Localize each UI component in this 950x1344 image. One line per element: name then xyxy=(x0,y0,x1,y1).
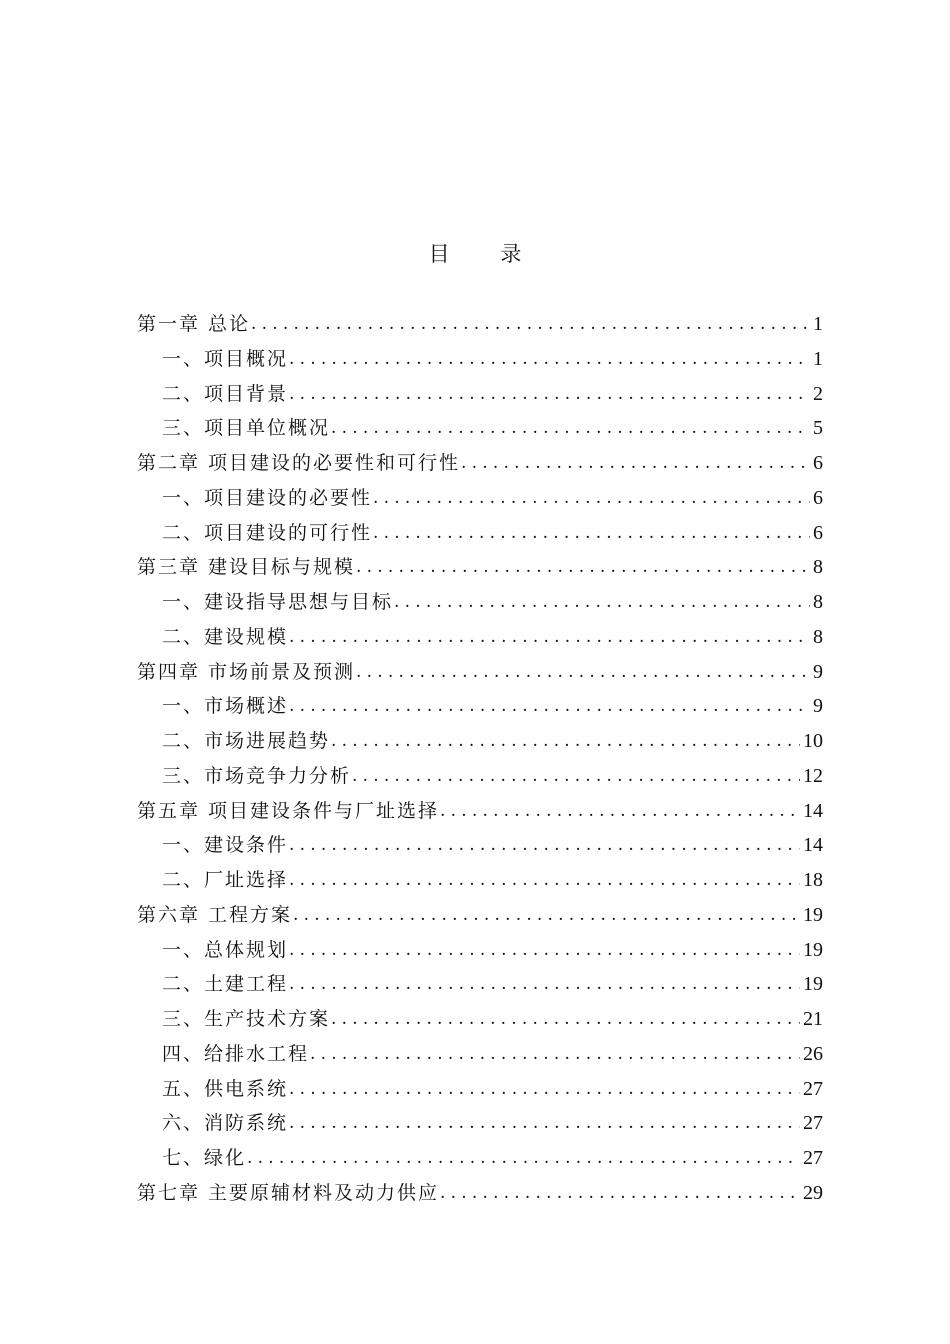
toc-entry-title: 四、给排水工程 xyxy=(162,1042,310,1065)
toc-page-number: 8 xyxy=(813,625,823,648)
toc-entry-title: 二、土建工程 xyxy=(162,973,289,996)
toc-section-entry[interactable] xyxy=(137,967,823,1002)
toc-entry-title: 二、建设规模 xyxy=(162,625,289,648)
toc-chapter-entry[interactable] xyxy=(137,898,823,933)
toc-dot-leader xyxy=(289,828,800,863)
toc-entry-title: 二、项目背景 xyxy=(162,382,289,405)
toc-page-number: 8 xyxy=(813,591,823,613)
toc-page-number: 19 xyxy=(803,903,823,926)
toc-entry-title: 第五章 项目建设条件与厂址选择 xyxy=(137,799,440,822)
toc-dot-leader xyxy=(289,689,810,724)
toc-chapter-entry[interactable] xyxy=(137,550,823,585)
toc-page-number: 10 xyxy=(803,730,823,752)
toc-dot-leader xyxy=(352,759,800,794)
toc-dot-leader xyxy=(331,411,810,446)
toc-dot-leader xyxy=(289,620,810,655)
toc-page-number: 1 xyxy=(813,347,823,370)
toc-section-entry[interactable] xyxy=(137,1037,823,1072)
toc-dot-leader xyxy=(293,898,800,933)
toc-dot-leader xyxy=(373,516,810,551)
toc-section-entry[interactable] xyxy=(137,411,823,446)
toc-section-entry[interactable] xyxy=(137,689,823,724)
toc-entry-title: 一、建设条件 xyxy=(162,834,289,857)
toc-page-number: 19 xyxy=(803,973,823,996)
toc-page-number: 26 xyxy=(803,1042,823,1065)
toc-page-number: 6 xyxy=(813,486,823,509)
toc-dot-leader xyxy=(251,307,810,342)
toc-entry-title: 一、项目概况 xyxy=(162,347,289,370)
toc-entry-title: 七、绿化 xyxy=(162,1147,247,1169)
toc-page-number: 18 xyxy=(803,869,823,891)
toc-entry-title: 第三章 建设目标与规模 xyxy=(137,556,356,579)
toc-entry-title: 第七章 主要原辅材料及动力供应 xyxy=(137,1181,440,1204)
toc-section-entry[interactable] xyxy=(137,516,823,551)
toc-dot-leader xyxy=(289,1106,800,1141)
toc-page-number: 21 xyxy=(803,1008,823,1030)
toc-chapter-entry[interactable] xyxy=(137,794,823,829)
toc-dot-leader xyxy=(289,377,810,412)
toc-page-number: 8 xyxy=(813,556,823,579)
toc-dot-leader xyxy=(289,863,800,898)
toc-dot-leader xyxy=(289,342,810,377)
toc-entry-title: 三、项目单位概况 xyxy=(162,417,331,440)
toc-page-number: 5 xyxy=(813,417,823,440)
toc-page-number: 29 xyxy=(803,1181,823,1204)
toc-page-number: 27 xyxy=(803,1112,823,1135)
toc-section-entry[interactable] xyxy=(137,759,823,794)
toc-entry-title: 第六章 工程方案 xyxy=(137,903,293,926)
toc-page-number: 9 xyxy=(813,695,823,718)
toc-dot-leader xyxy=(289,967,800,1002)
toc-dot-leader xyxy=(461,446,810,481)
toc-entry-title: 六、消防系统 xyxy=(162,1112,289,1135)
toc-page-number: 14 xyxy=(803,834,823,857)
toc-entry-title: 一、建设指导思想与目标 xyxy=(162,591,394,613)
toc-section-entry[interactable] xyxy=(137,377,823,412)
toc-page-number: 27 xyxy=(803,1147,823,1169)
toc-dot-leader xyxy=(440,1176,800,1211)
toc-entry-title: 五、供电系统 xyxy=(162,1077,289,1100)
toc-section-entry[interactable] xyxy=(137,585,823,620)
toc-section-entry[interactable] xyxy=(137,342,823,377)
toc-chapter-entry[interactable] xyxy=(137,1176,823,1211)
toc-section-entry[interactable] xyxy=(137,1002,823,1037)
toc-page-number: 19 xyxy=(803,938,823,961)
table-of-contents xyxy=(137,307,823,1211)
toc-page-number: 6 xyxy=(813,521,823,544)
toc-dot-leader xyxy=(331,724,800,759)
toc-entry-title: 二、市场进展趋势 xyxy=(162,730,331,752)
toc-section-entry[interactable] xyxy=(137,481,823,516)
toc-entry-title: 一、市场概述 xyxy=(162,695,289,718)
toc-page-number: 9 xyxy=(813,660,823,683)
toc-dot-leader xyxy=(356,655,810,690)
toc-dot-leader xyxy=(440,794,800,829)
toc-entry-title: 三、市场竞争力分析 xyxy=(162,764,352,787)
toc-section-entry[interactable] xyxy=(137,1106,823,1141)
toc-entry-title: 三、生产技术方案 xyxy=(162,1008,331,1030)
toc-chapter-entry[interactable] xyxy=(137,307,823,342)
toc-entry-title: 第四章 市场前景及预测 xyxy=(137,660,356,683)
toc-page-number: 14 xyxy=(803,799,823,822)
toc-section-entry[interactable] xyxy=(137,863,823,898)
toc-page-number: 1 xyxy=(813,313,823,335)
toc-dot-leader xyxy=(247,1141,800,1176)
toc-dot-leader xyxy=(394,585,810,620)
toc-section-entry[interactable] xyxy=(137,933,823,968)
toc-section-entry[interactable] xyxy=(137,724,823,759)
toc-entry-title: 二、项目建设的可行性 xyxy=(162,521,373,544)
toc-dot-leader xyxy=(289,1072,800,1107)
toc-entry-title: 一、项目建设的必要性 xyxy=(162,486,373,509)
toc-dot-leader xyxy=(356,550,810,585)
toc-entry-title: 第一章 总论 xyxy=(137,313,251,335)
toc-dot-leader xyxy=(373,481,810,516)
toc-chapter-entry[interactable] xyxy=(137,446,823,481)
toc-entry-title: 二、厂址选择 xyxy=(162,869,289,891)
toc-dot-leader xyxy=(289,933,800,968)
toc-chapter-entry[interactable] xyxy=(137,655,823,690)
toc-page-number: 12 xyxy=(803,764,823,787)
toc-section-entry[interactable] xyxy=(137,828,823,863)
toc-page-number: 2 xyxy=(813,382,823,405)
toc-dot-leader xyxy=(331,1002,800,1037)
toc-section-entry[interactable] xyxy=(137,1072,823,1107)
toc-section-entry[interactable] xyxy=(137,1141,823,1176)
toc-section-entry[interactable] xyxy=(137,620,823,655)
toc-entry-title: 第二章 项目建设的必要性和可行性 xyxy=(137,452,461,474)
toc-entry-title: 一、总体规划 xyxy=(162,938,289,961)
toc-page-number: 6 xyxy=(813,452,823,474)
toc-title: 目 录 xyxy=(428,242,544,266)
toc-page-number: 27 xyxy=(803,1077,823,1100)
toc-dot-leader xyxy=(310,1037,800,1072)
